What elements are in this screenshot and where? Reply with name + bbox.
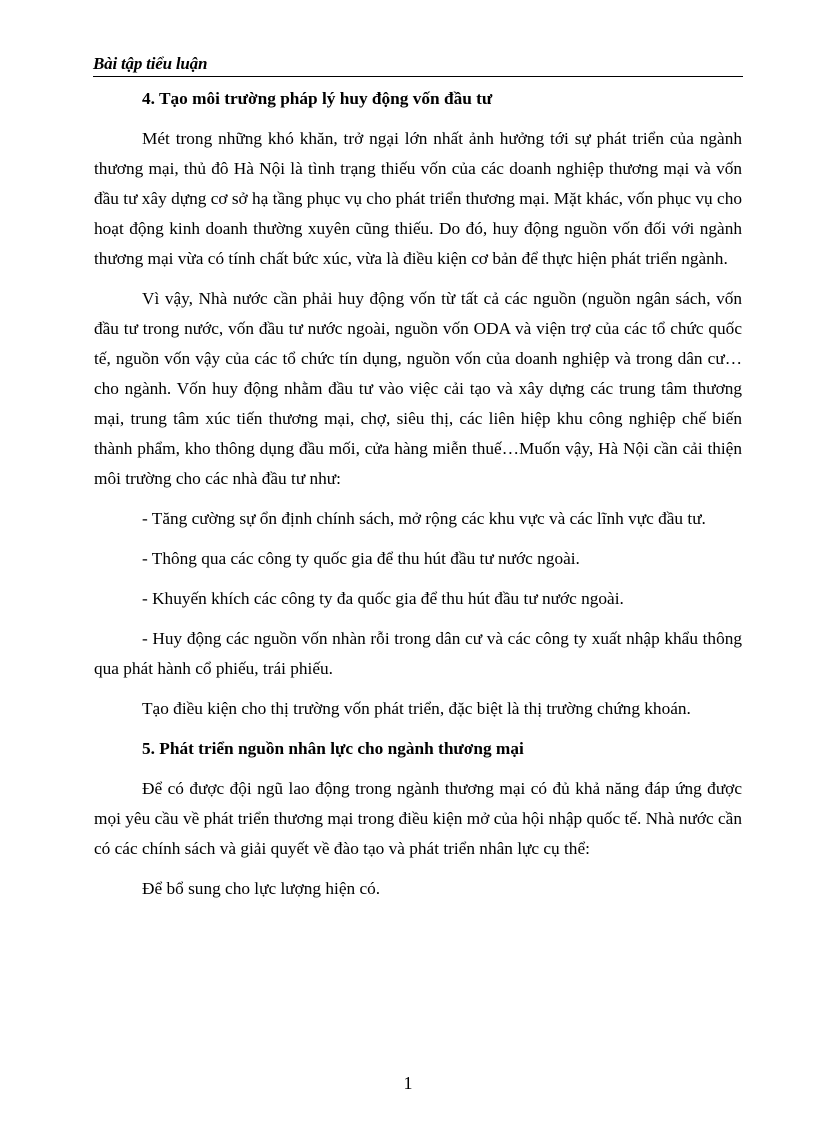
- document-body: [94, 84, 742, 914]
- paragraph: Tạo điều kiện cho thị trường vốn phát triển, đặc biệt là thị trường chứng khoán.: [142, 699, 691, 718]
- bullet-item: - Khuyến khích các công ty đa quốc gia để thu hút đầu tư nước ngoài.: [142, 589, 624, 608]
- paragraph: Vì vậy, Nhà nước cần phải huy động vốn từ tất cả các nguồn (nguồn ngân sách, vốn đầu tư trong nước, vốn đầu tư nước ngoài, nguồn vốn ODA và viện trợ của các tổ chức quốc tế, nguồn vốn vậy của các tổ chức tín dụng, nguồn vốn của doanh nghiệp và trong dân cư…cho ngành. Vốn huy động nhằm đầu tư vào việc cải tạo và xây dựng các trung tâm thương mại, trung tâm xúc tiến thương mại, chợ, siêu thị, các liên hiệp khu công nghiệp chế biến thành phẩm, kho thông dụng đầu mối, cửa hàng miễn thuế…Muốn vậy, Hà Nội cần cải thiện môi trường cho các nhà đầu tư như:: [94, 289, 742, 488]
- page-number: 1: [403, 1073, 413, 1093]
- section-heading-4: 4. Tạo môi trường pháp lý huy động vốn đầu tư: [142, 89, 493, 108]
- bullet-item: - Thông qua các công ty quốc gia để thu hút đầu tư nước ngoài.: [142, 549, 580, 568]
- section-heading-5: 5. Phát triển nguồn nhân lực cho ngành thương mại: [142, 739, 524, 758]
- bullet-item: - Huy động các nguồn vốn nhàn rỗi trong dân cư và các công ty xuất nhập khẩu thông qua phát hành cổ phiếu, trái phiếu.: [94, 629, 742, 678]
- paragraph: Để bổ sung cho lực lượng hiện có.: [142, 879, 381, 898]
- running-header: Bài tập tiểu luận: [93, 52, 743, 77]
- bullet-item: - Tăng cường sự ổn định chính sách, mở rộng các khu vực và các lĩnh vực đầu tư.: [142, 509, 706, 528]
- paragraph: Để có được đội ngũ lao động trong ngành thương mại có đủ khả năng đáp ứng được mọi yêu cầu về phát triển thương mại trong điều kiện mở của hội nhập quốc tế. Nhà nước cần có các chính sách và giải quyết về đào tạo và phát triển nhân lực cụ thể:: [94, 779, 742, 858]
- paragraph: Mét trong những khó khăn, trở ngại lớn nhất ảnh hưởng tới sự phát triển của ngành thương mại, thủ đô Hà Nội là tình trạng thiếu vốn của các doanh nghiệp thương mại và vốn đầu tư xây dựng cơ sở hạ tầng phục vụ cho phát triển thương mại. Mặt khác, vốn phục vụ cho hoạt động kinh doanh thường xuyên cũng thiếu. Do đó, huy động nguồn vốn đối với ngành thương mại vừa có tính chất bức xúc, vừa là điều kiện cơ bản để thực hiện phát triển ngành.: [94, 129, 742, 268]
